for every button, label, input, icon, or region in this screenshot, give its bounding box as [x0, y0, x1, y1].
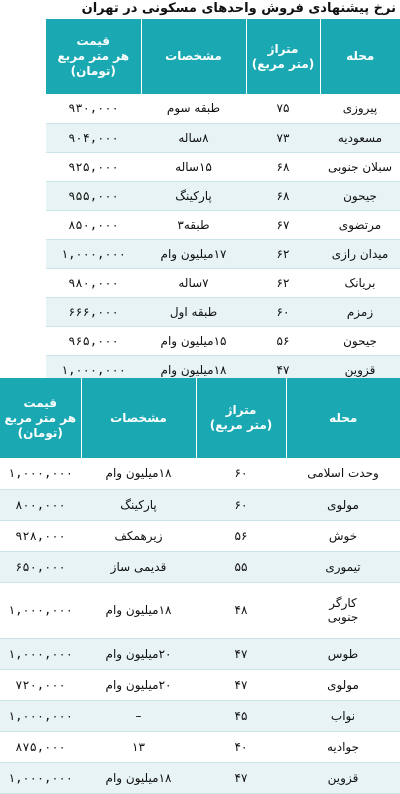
header-line: هر متر مربع [0, 411, 81, 426]
cell-area [246, 123, 320, 152]
cell-features-text: ۱۸میلیون وام [161, 363, 227, 377]
table-header-row [0, 378, 400, 458]
cell-features [81, 520, 196, 551]
cell-area-text: ۴۷ [235, 647, 248, 661]
price-table-1 [46, 19, 400, 385]
header-line: هر متر مربع [46, 49, 141, 64]
header-area [246, 19, 320, 94]
header-line: (تومان) [0, 426, 81, 441]
cell-features [141, 123, 246, 152]
cell-price-text: ۹۲۵,۰۰۰ [68, 160, 119, 174]
cell-features [141, 152, 246, 181]
cell-features [141, 94, 246, 123]
cell-features-text: ۱۸میلیون وام [106, 466, 172, 480]
cell-area [196, 582, 286, 638]
cell-neighborhood [320, 152, 400, 181]
cell-area-text: ۶۰ [235, 466, 248, 480]
cell-area [196, 520, 286, 551]
cell-area [246, 239, 320, 268]
cell-features [141, 239, 246, 268]
cell-features-text: ۱۳ [132, 740, 145, 754]
cell-price [46, 297, 141, 326]
header-line: (تومان) [46, 64, 141, 79]
cell-features-text: طبقه اول [170, 305, 217, 319]
cell-neighborhood-text: زمزم [347, 305, 373, 319]
cell-neighborhood [320, 181, 400, 210]
cell-neighborhood-text: مولوی [327, 678, 359, 692]
cell-neighborhood [320, 326, 400, 355]
cell-neighborhood [286, 638, 400, 669]
cell-neighborhood-text: پیروزی [343, 101, 378, 115]
cell-neighborhood-text: میدان رازی [332, 247, 389, 261]
cell-area-text: ۴۷ [235, 771, 248, 785]
cell-features [81, 551, 196, 582]
cell-area [196, 700, 286, 731]
cell-price-text: ۱,۰۰۰,۰۰۰ [61, 363, 126, 377]
cell-area-text: ۴۸ [235, 603, 248, 617]
table-row [0, 700, 400, 731]
table-row [46, 152, 400, 181]
cell-area [196, 669, 286, 700]
cell-area-text: ۶۸ [277, 189, 290, 203]
cell-neighborhood [286, 551, 400, 582]
cell-neighborhood [286, 582, 400, 638]
cell-area [196, 762, 286, 793]
cell-features [81, 762, 196, 793]
cell-features [141, 181, 246, 210]
cell-area-text: ۶۰ [277, 305, 290, 319]
table-row [0, 489, 400, 520]
cell-neighborhood-text: مولوی [327, 498, 359, 512]
cell-area-text: ۶۸ [277, 160, 290, 174]
table-row [0, 731, 400, 762]
cell-price-text: ۱,۰۰۰,۰۰۰ [8, 603, 73, 617]
cell-area-text: ۶۷ [277, 218, 290, 232]
header-line: (متر مربع) [247, 57, 320, 72]
cell-features-text: – [136, 709, 142, 723]
cell-neighborhood-text: جنوبی [286, 610, 400, 624]
cell-price-text: ۷۲۰,۰۰۰ [15, 678, 66, 692]
cell-neighborhood [286, 458, 400, 489]
cell-area-text: ۷۵ [277, 101, 290, 115]
cell-area [246, 94, 320, 123]
cell-price-text: ۱,۰۰۰,۰۰۰ [8, 647, 73, 661]
cell-price-text: ۱,۰۰۰,۰۰۰ [8, 771, 73, 785]
cell-price [0, 551, 81, 582]
cell-neighborhood [320, 239, 400, 268]
cell-features [141, 297, 246, 326]
table-header-row [46, 19, 400, 94]
cell-neighborhood [286, 669, 400, 700]
cell-area [246, 326, 320, 355]
header-features [81, 378, 196, 458]
header-line: متراژ [247, 42, 320, 57]
cell-neighborhood-text: وحدت اسلامی [307, 466, 379, 480]
cell-area-text: ۴۰ [235, 740, 248, 754]
cell-neighborhood [286, 700, 400, 731]
cell-area-text: ۴۵ [235, 709, 248, 723]
cell-price [46, 326, 141, 355]
page-title: نرخ پیشنهادی فروش واحدهای مسکونی در تهران [0, 0, 400, 18]
cell-neighborhood-text: کارگر [286, 596, 400, 610]
table-row [46, 94, 400, 123]
cell-price [0, 458, 81, 489]
cell-neighborhood [320, 297, 400, 326]
cell-area [196, 489, 286, 520]
cell-neighborhood [286, 731, 400, 762]
header-neighborhood [320, 19, 400, 94]
cell-price [46, 94, 141, 123]
cell-neighborhood-text: سبلان جنوبی [328, 160, 392, 174]
header-features-text: مشخصات [142, 49, 246, 64]
cell-area-text: ۵۵ [235, 560, 248, 574]
table-row [0, 582, 400, 638]
cell-features-text: ۷ساله [178, 276, 208, 290]
cell-area-text: ۷۳ [277, 131, 290, 145]
cell-area [196, 458, 286, 489]
cell-neighborhood-text: جیحون [343, 334, 377, 348]
cell-price-text: ۱,۰۰۰,۰۰۰ [8, 466, 73, 480]
cell-features [81, 638, 196, 669]
header-line: قیمت [46, 34, 141, 49]
cell-price-text: ۱,۰۰۰,۰۰۰ [61, 247, 126, 261]
cell-features-text: ۸ساله [178, 131, 208, 145]
cell-price [0, 582, 81, 638]
cell-features-text: ۱۵میلیون وام [161, 334, 227, 348]
cell-area-text: ۶۰ [235, 498, 248, 512]
cell-price [46, 210, 141, 239]
cell-neighborhood-text: قزوین [328, 771, 359, 785]
cell-price [0, 762, 81, 793]
cell-area [246, 210, 320, 239]
cell-area [246, 152, 320, 181]
cell-neighborhood [320, 268, 400, 297]
cell-price-text: ۸۷۵,۰۰۰ [15, 740, 66, 754]
cell-price-text: ۹۸۰,۰۰۰ [68, 276, 119, 290]
table-row [46, 239, 400, 268]
cell-features-text: ۱۸میلیون وام [106, 603, 172, 617]
cell-price [46, 239, 141, 268]
cell-neighborhood [286, 489, 400, 520]
cell-area [246, 268, 320, 297]
cell-neighborhood-text: جیحون [343, 189, 377, 203]
table-row [46, 297, 400, 326]
cell-area-text: ۶۲ [277, 247, 290, 261]
cell-price [0, 489, 81, 520]
header-features [141, 19, 246, 94]
cell-neighborhood [286, 520, 400, 551]
cell-features-text: طبقه۳ [177, 218, 209, 232]
table-row [0, 669, 400, 700]
header-neighborhood [286, 378, 400, 458]
cell-neighborhood [320, 94, 400, 123]
cell-features-text: پارکینگ [175, 189, 212, 203]
cell-features-text: ۱۵ساله [175, 160, 212, 174]
header-area [196, 378, 286, 458]
header-line: (متر مربع) [197, 418, 286, 433]
table-row [46, 210, 400, 239]
cell-price-text: ۹۶۵,۰۰۰ [68, 334, 119, 348]
header-features-text: مشخصات [82, 411, 196, 426]
cell-features-text: طبقه سوم [167, 101, 220, 115]
cell-price-text: ۸۵۰,۰۰۰ [68, 218, 119, 232]
cell-neighborhood-text: خوش [329, 529, 357, 543]
cell-price-text: ۶۶۶,۰۰۰ [68, 305, 119, 319]
cell-price-text: ۸۰۰,۰۰۰ [15, 498, 66, 512]
table-row [0, 762, 400, 793]
cell-features [81, 700, 196, 731]
cell-features-text: قدیمی ساز [111, 560, 167, 574]
cell-neighborhood [320, 123, 400, 152]
cell-neighborhood-text: جوادیه [327, 740, 359, 754]
price-table-2 [0, 378, 400, 794]
header-price [0, 378, 81, 458]
cell-price [0, 731, 81, 762]
cell-price [46, 268, 141, 297]
header-price [46, 19, 141, 94]
table-row [46, 123, 400, 152]
cell-features [81, 582, 196, 638]
cell-features [141, 326, 246, 355]
cell-neighborhood-text: تیموری [325, 560, 360, 574]
cell-features-text: زیرهمکف [114, 529, 162, 543]
header-neighborhood-text: محله [287, 411, 400, 426]
cell-price-text: ۹۰۴,۰۰۰ [68, 131, 119, 145]
cell-features-text: ۱۸میلیون وام [106, 771, 172, 785]
cell-area [196, 731, 286, 762]
cell-price-text: ۹۲۸,۰۰۰ [15, 529, 66, 543]
cell-area-text: ۴۷ [277, 363, 290, 377]
cell-area [246, 181, 320, 210]
cell-neighborhood-text: مسعودیه [338, 131, 382, 145]
header-neighborhood-text: محله [321, 49, 400, 64]
cell-area-text: ۶۲ [277, 276, 290, 290]
table-row [0, 638, 400, 669]
cell-features [81, 458, 196, 489]
cell-features-text: ۲۰میلیون وام [106, 647, 172, 661]
cell-area [196, 638, 286, 669]
cell-price [0, 520, 81, 551]
cell-features [81, 489, 196, 520]
table-row [0, 458, 400, 489]
cell-neighborhood-text: قزوین [345, 363, 376, 377]
cell-price-text: ۱,۰۰۰,۰۰۰ [8, 709, 73, 723]
cell-features-text: ۲۰میلیون وام [106, 678, 172, 692]
cell-features-text: ۱۷میلیون وام [161, 247, 227, 261]
cell-neighborhood-text: مرتضوی [339, 218, 381, 232]
cell-area [246, 297, 320, 326]
cell-price-text: ۹۳۰,۰۰۰ [68, 101, 119, 115]
cell-neighborhood [320, 210, 400, 239]
cell-price-text: ۶۵۰,۰۰۰ [15, 560, 66, 574]
cell-neighborhood [286, 762, 400, 793]
cell-price-text: ۹۵۵,۰۰۰ [68, 189, 119, 203]
table-row [0, 551, 400, 582]
cell-price [46, 152, 141, 181]
cell-features [141, 268, 246, 297]
cell-features [141, 210, 246, 239]
table-row [46, 326, 400, 355]
cell-price [46, 123, 141, 152]
cell-neighborhood-text: بریانک [344, 276, 375, 290]
cell-area-text: ۴۷ [235, 678, 248, 692]
cell-area-text: ۵۶ [277, 334, 290, 348]
cell-price [0, 638, 81, 669]
header-line: متراژ [197, 403, 286, 418]
table-row [46, 181, 400, 210]
cell-features-text: پارکینگ [120, 498, 157, 512]
table-row [0, 520, 400, 551]
cell-price [46, 181, 141, 210]
header-line: قیمت [0, 396, 81, 411]
cell-neighborhood-text: نواب [331, 709, 355, 723]
cell-features [81, 731, 196, 762]
cell-area [196, 551, 286, 582]
cell-price [0, 700, 81, 731]
cell-neighborhood-text: طوس [328, 647, 358, 661]
cell-area-text: ۵۶ [235, 529, 248, 543]
cell-price [0, 669, 81, 700]
cell-features [81, 669, 196, 700]
table-row [46, 268, 400, 297]
